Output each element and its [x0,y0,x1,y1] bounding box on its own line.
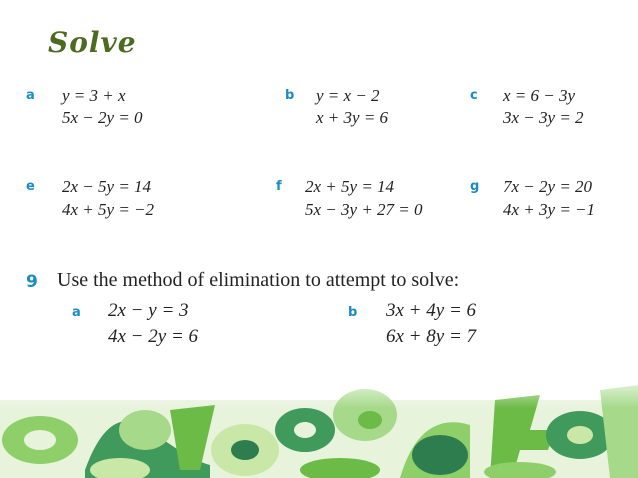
part-b-equation-1: y = x − 2 [316,86,380,105]
part-e-equation-2: 4x + 5y = −2 [62,200,155,219]
part-f-equation-2: 5x − 3y + 27 = 0 [305,200,423,219]
part-g-equation-1: 7x − 2y = 20 [503,177,593,196]
q9-part-a-label: a [72,305,81,320]
part-e-equation-1: 2x − 5y = 14 [62,177,152,196]
part-a-equation-1: y = 3 + x [62,86,126,105]
q9-part-b-equation-2: 6x + 8y = 7 [386,326,477,347]
question-9-number: 9 [26,272,38,292]
q9-part-a-equation-2: 4x − 2y = 6 [108,326,199,347]
q9-part-a-equation-1: 2x − y = 3 [108,300,189,321]
number-shapes-border-icon [0,370,638,478]
part-b-label: b [285,88,295,103]
part-g-label: g [470,179,480,194]
part-a-equation-2: 5x − 2y = 0 [62,108,143,127]
part-b-equation-2: x + 3y = 6 [316,108,389,127]
part-c-label: c [470,88,478,103]
part-c-equation-1: x = 6 − 3y [503,86,576,105]
q9-part-b-equation-1: 3x + 4y = 6 [386,300,477,321]
question-9-instruction: Use the method of elimination to attempt to solve: [57,269,460,291]
part-f-label: f [276,179,282,194]
part-e-label: e [26,179,35,194]
part-a-label: a [26,88,35,103]
part-g-equation-2: 4x + 3y = −1 [503,200,596,219]
q9-part-b-label: b [348,305,358,320]
part-f-equation-1: 2x + 5y = 14 [305,177,395,196]
slide-title: Solve [48,26,137,59]
part-c-equation-2: 3x − 3y = 2 [503,108,584,127]
